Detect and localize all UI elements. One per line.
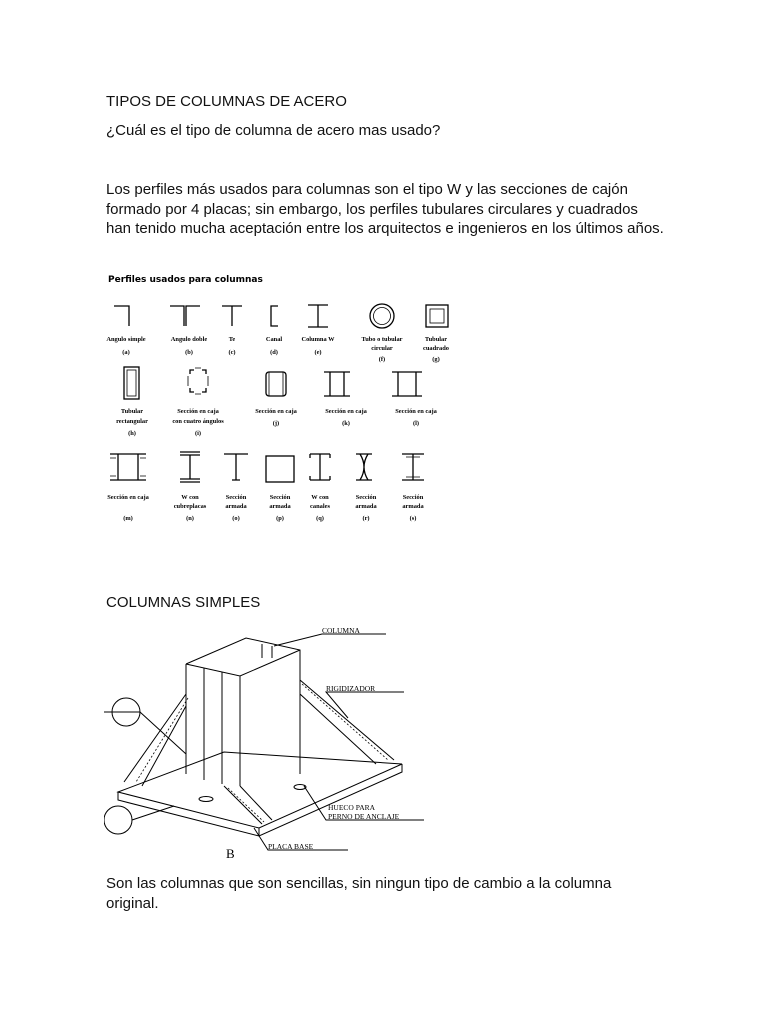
label-d-tag: (d)	[270, 349, 278, 356]
label-m-line1: Sección en caja	[107, 494, 149, 501]
label-c-tag: (c)	[228, 349, 236, 356]
label-i-line2: con cuatro ángulos	[172, 418, 224, 425]
section-heading: COLUMNAS SIMPLES	[106, 594, 261, 611]
label-rigidizador: RIGIDIZADOR	[326, 684, 376, 693]
label-a-line1: Angulo simple	[106, 336, 146, 343]
label-b-tag: (b)	[185, 349, 193, 356]
question-text: ¿Cuál es el tipo de columna de acero mas usado?	[106, 122, 441, 139]
label-p-tag: (p)	[276, 515, 284, 522]
label-q-line1: W con	[311, 494, 329, 501]
label-g-line1: Tubular	[424, 336, 448, 343]
label-q-line2: canales	[310, 503, 330, 510]
label-i-tag: (i)	[194, 430, 202, 437]
label-b-line1: Angulo doble	[170, 336, 208, 343]
profile-s-armada	[402, 454, 424, 480]
label-r-line2: armada	[355, 503, 377, 510]
column-tube	[186, 638, 300, 786]
label-placa-base: PLACA BASE	[268, 842, 314, 851]
profile-j-caja	[266, 372, 286, 396]
label-hueco-line2: PERNO DE ANCLAJE	[328, 812, 400, 821]
label-d-line1: Canal	[265, 336, 283, 343]
label-p-line2: armada	[269, 503, 291, 510]
label-j-tag: (j)	[272, 420, 280, 427]
label-o-line1: Sección	[225, 494, 247, 501]
profile-f-tubo-circular	[370, 304, 394, 328]
profile-c-te	[222, 306, 242, 326]
label-s-line2: armada	[402, 503, 424, 510]
label-e-line1: Columna W	[301, 336, 335, 343]
document-title: TIPOS DE COLUMNAS DE ACERO	[106, 93, 347, 110]
label-h-tag: (h)	[128, 430, 136, 437]
label-n-tag: (n)	[186, 515, 194, 522]
label-r-line1: Sección	[355, 494, 377, 501]
label-r-tag: (r)	[362, 515, 370, 522]
label-n-line1: W con	[181, 494, 199, 501]
profile-q-w-canales	[310, 454, 330, 480]
label-q-tag: (q)	[316, 515, 324, 522]
profile-o-armada	[224, 454, 248, 480]
label-k-line1: Sección en caja	[325, 408, 367, 415]
label-p-line1: Sección	[269, 494, 291, 501]
label-h-line1: Tubular	[120, 408, 144, 415]
label-a-tag: (a)	[122, 349, 130, 356]
label-hueco-line1: HUECO PARA	[328, 803, 376, 812]
label-g-tag: (g)	[432, 356, 440, 363]
label-j-line1: Sección en caja	[255, 408, 297, 415]
profile-m-caja	[110, 454, 146, 480]
profile-k-caja	[324, 372, 350, 396]
intro-paragraph: Los perfiles más usados para columnas son el tipo W y las secciones de cajón formado por 4 placas; sin embargo, los perfiles tubulares circulares y cuadrados han tenido mucha aceptación entre los arquitectos e ingenieros en los últimos años.	[106, 181, 664, 237]
label-c-line1: Te	[228, 336, 236, 343]
label-f-tag: (f)	[378, 356, 386, 363]
profile-g-tubular-cuadrado	[426, 305, 448, 327]
label-m-tag: (m)	[123, 515, 133, 522]
label-columna: COLUMNA	[322, 626, 360, 635]
profile-r-armada	[356, 454, 372, 480]
label-s-tag: (s)	[409, 515, 417, 522]
label-s-line1: Sección	[402, 494, 424, 501]
label-g-line2: cuadrado	[423, 345, 449, 352]
label-e-tag: (e)	[314, 349, 322, 356]
label-n-line2: cubreplacas	[173, 503, 207, 510]
label-f-line1: Tubo o tubular	[361, 336, 403, 343]
label-f-line2: circular	[371, 345, 393, 352]
column-base-plate-figure	[104, 614, 434, 864]
figure-title: Perfiles usados para columnas	[108, 275, 263, 285]
label-k-tag: (k)	[342, 420, 350, 427]
profile-d-canal	[271, 306, 278, 326]
columnas-simples-paragraph: Son las columnas que son sencillas, sin ningun tipo de cambio a la columna original.	[106, 875, 612, 912]
label-l-line1: Sección en caja	[395, 408, 437, 415]
label-o-tag: (o)	[232, 515, 240, 522]
base-plate	[118, 752, 402, 836]
profile-l-caja	[392, 372, 422, 396]
profile-i-caja-cuatro-angulos	[188, 368, 208, 394]
profile-e-columna-w	[308, 305, 328, 327]
column-profiles-figure	[106, 268, 456, 530]
label-h-line2: rectangular	[116, 418, 148, 425]
profile-n-w-cubreplacas	[180, 452, 200, 482]
label-b: B	[226, 846, 235, 861]
detail-circles	[104, 698, 186, 834]
label-i-line1: Sección en caja	[177, 408, 219, 415]
label-l-tag: (l)	[412, 420, 420, 427]
profile-b-angulo-doble	[170, 306, 200, 326]
profile-p-armada	[266, 456, 294, 482]
profile-a-angulo-simple	[114, 306, 129, 326]
label-o-line2: armada	[225, 503, 247, 510]
profile-h-tubular-rectangular	[124, 367, 139, 399]
